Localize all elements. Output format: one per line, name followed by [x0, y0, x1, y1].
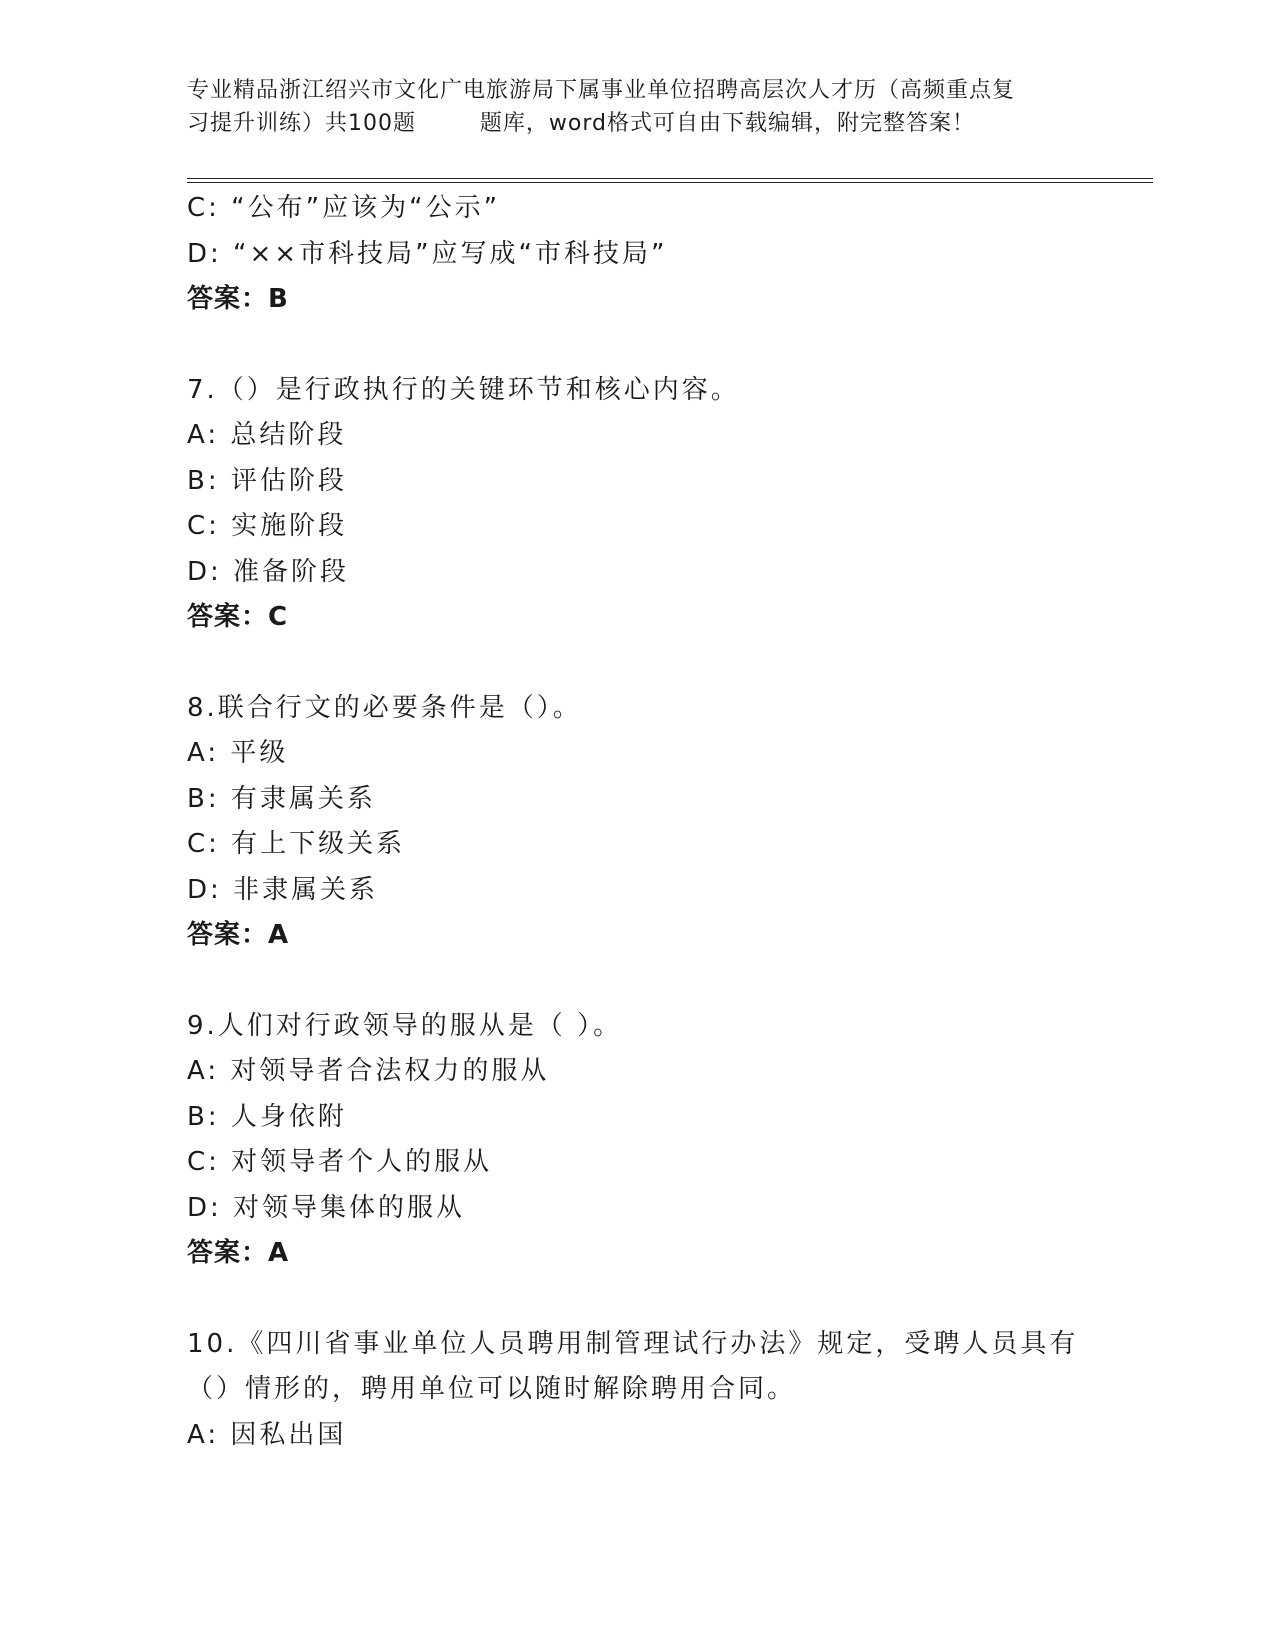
header-line-2: 习提升训练）共100题 题库，word格式可自由下载编辑，附完整答案！ — [187, 111, 976, 136]
option-c: C: 有上下级关系 — [187, 829, 406, 859]
question-text: 7.（）是行政执行的关键环节和核心内容。 — [187, 374, 740, 405]
option-c: C: 对领导者个人的服从 — [187, 1147, 493, 1177]
question-block-7 — [187, 368, 1147, 641]
question-text: 9.人们对行政领导的服从是（ ）。 — [187, 1010, 623, 1041]
question-block-6 — [187, 186, 1147, 323]
question-text-line-2: （）情形的，聘用单位可以随时解除聘用合同。 — [187, 1374, 797, 1404]
question-list — [187, 186, 1147, 1458]
option-a: A: 总结阶段 — [187, 420, 347, 450]
question-text-line-1: 10.《四川省事业单位人员聘用制管理试行办法》规定，受聘人员具有 — [187, 1328, 1079, 1359]
option-c: C: 实施阶段 — [187, 511, 348, 541]
option-d: D: 非隶属关系 — [187, 874, 379, 905]
option-a: A: 对领导者合法权力的服从 — [187, 1056, 550, 1086]
answer-label: 答案：B — [187, 284, 289, 314]
header-rule-top — [187, 178, 1153, 179]
question-block-8 — [187, 686, 1147, 959]
question-block-9 — [187, 1004, 1147, 1277]
answer-label: 答案：A — [187, 920, 290, 950]
option-d: D: 对领导集体的服从 — [187, 1192, 466, 1223]
option-a: A: 平级 — [187, 738, 289, 768]
header-line-1: 专业精品浙江绍兴市文化广电旅游局下属事业单位招聘高层次人才历（高频重点复 — [187, 78, 1016, 103]
option-b: B: 评估阶段 — [187, 465, 347, 496]
answer-label: 答案：A — [187, 1238, 290, 1268]
option-d: D: “××市科技局”应写成“市科技局” — [187, 238, 668, 269]
option-b: B: 有隶属关系 — [187, 783, 376, 814]
header-rule-bottom — [187, 182, 1153, 183]
question-text: 8.联合行文的必要条件是（）。 — [187, 692, 582, 723]
option-c: C: “公布”应该为“公示” — [187, 193, 501, 223]
option-d: D: 准备阶段 — [187, 556, 350, 587]
question-block-10 — [187, 1322, 1147, 1459]
option-b: B: 人身依附 — [187, 1101, 347, 1132]
document-header — [187, 74, 1087, 140]
answer-label: 答案：C — [187, 602, 289, 632]
option-a: A: 因私出国 — [187, 1419, 347, 1450]
